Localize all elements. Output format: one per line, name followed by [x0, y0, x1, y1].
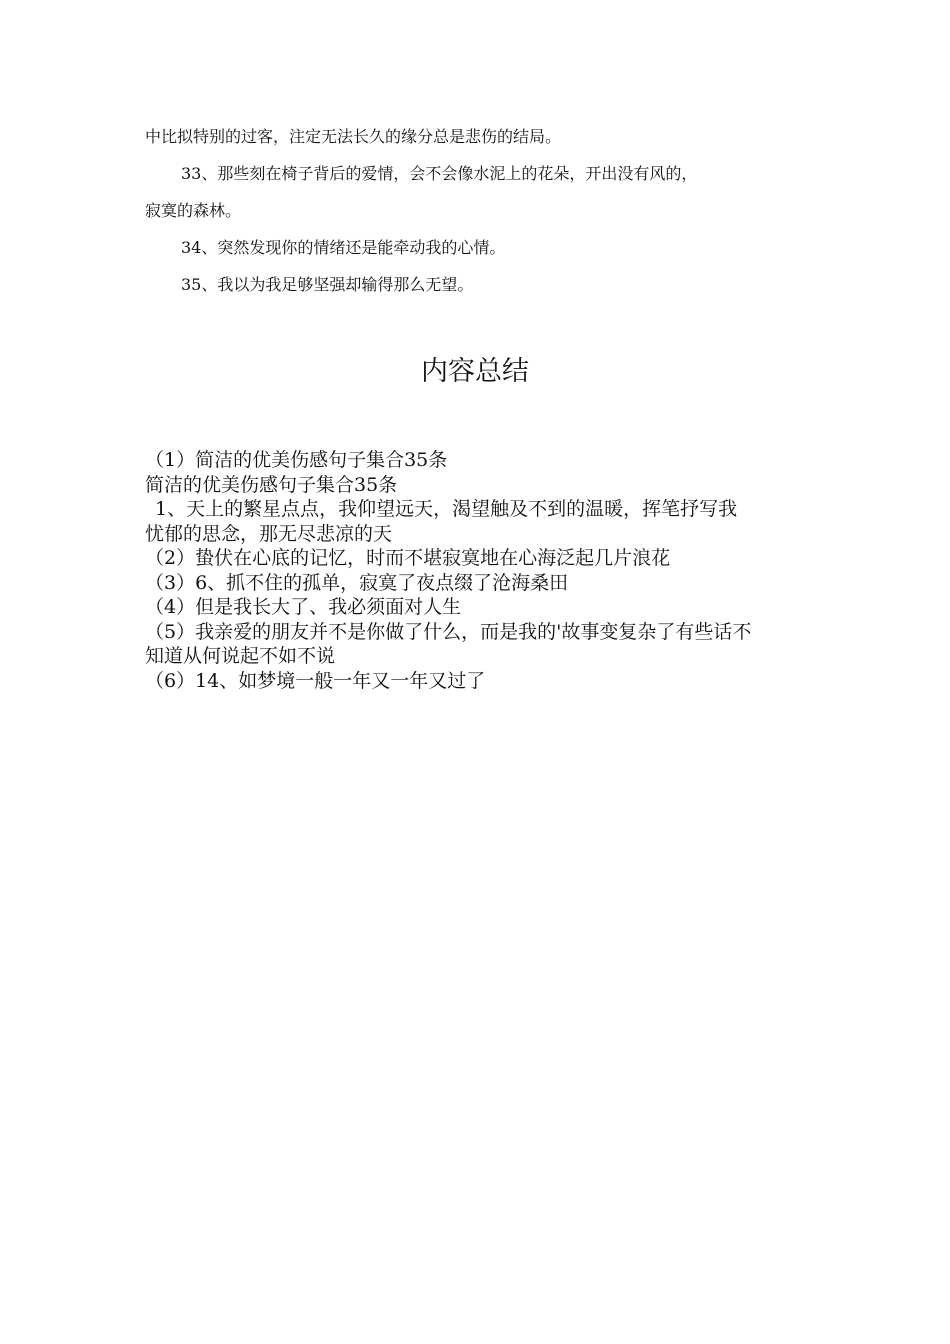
- summary-line: （5）我亲爱的朋友并不是你做了什么，而是我的'故事变复杂了有些话不: [145, 620, 752, 643]
- summary-line: （3）6、抓不住的孤单，寂寞了夜点缀了沧海桑田: [145, 571, 569, 594]
- body-line: 中比拟特别的过客，注定无法长久的缘分总是悲伤的结局。: [145, 127, 562, 146]
- summary-section: [145, 448, 810, 693]
- body-line: 35、我以为我足够坚强却输得那么无望。: [181, 275, 474, 294]
- summary-line: 忧郁的思念，那无尽悲凉的天: [145, 522, 393, 545]
- summary-line: （4）但是我长大了、我必须面对人生: [145, 596, 462, 618]
- summary-line: （2）蛰伏在心底的记忆，时而不堪寂寞地在心海泛起几片浪花: [145, 547, 671, 569]
- summary-line: （6）14、如梦境一般一年又一年又过了: [145, 669, 486, 692]
- body-line: 寂寞的森林。: [145, 201, 242, 220]
- body-text: [145, 118, 805, 303]
- summary-line: 简洁的优美伤感句子集合35条: [145, 473, 398, 496]
- body-line: 33、那些刻在椅子背后的爱情，会不会像水泥上的花朵，开出没有风的，: [181, 164, 698, 183]
- summary-line: 知道从何说起不如不说: [145, 645, 336, 667]
- body-line: 34、突然发现你的情绪还是能牵动我的心情。: [181, 238, 506, 257]
- summary-line: （1）简洁的优美伤感句子集合35条: [145, 449, 448, 471]
- summary-title: 内容总结: [421, 356, 529, 387]
- summary-line: 1、天上的繁星点点，我仰望远天，渴望触及不到的温暖，挥笔抒写我: [155, 498, 738, 520]
